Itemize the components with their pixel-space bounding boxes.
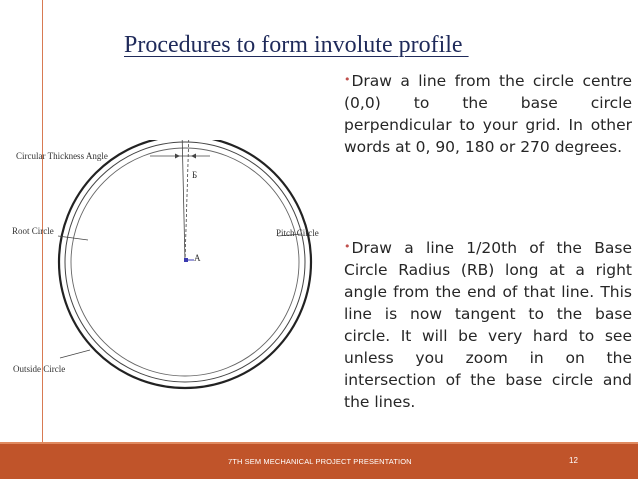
outside-circle [59, 140, 311, 388]
label-pitch-circle: Pitch Circle [276, 228, 319, 238]
involute-diagram [10, 140, 340, 435]
label-circular-thickness-angle: Circular Thickness Angle [16, 151, 108, 161]
label-point-b: Б [192, 170, 198, 180]
radial-line-right [185, 140, 189, 262]
bullet-marker-2: • [344, 240, 351, 253]
radial-line-left [182, 140, 185, 262]
bullet-marker-1: • [344, 73, 351, 86]
label-root-circle: Root Circle [12, 226, 54, 236]
bullet-2-text: Draw a line 1/20th of the Base Circle Radius (RB) long at a right angle from the end of that line. This line is now tangent to the base circle. It will be very hard to see unless you zoom in on the intersection of the base circle and the lines. [344, 239, 632, 411]
page-number: 12 [569, 456, 578, 465]
slide-title: Procedures to form involute profile [124, 32, 469, 58]
angle-arrow-head-left [175, 154, 180, 159]
footer-top-line [0, 442, 638, 444]
outside-circle-leader [60, 350, 90, 358]
point-a-marker [184, 258, 188, 262]
label-outside-circle: Outside Circle [13, 364, 66, 374]
angle-arrow-head-right [191, 154, 196, 159]
label-point-a: A [194, 253, 201, 263]
bullet-1-text: Draw a line from the circle centre (0,0) to the base circle perpendicular to your grid. In other words at 0, 90, 180 or 270 degrees. [344, 72, 632, 156]
footer-text: 7TH SEM MECHANICAL PROJECT PRESENTATION [228, 457, 412, 466]
bullet-2 [344, 236, 632, 413]
bullet-1 [344, 69, 632, 158]
